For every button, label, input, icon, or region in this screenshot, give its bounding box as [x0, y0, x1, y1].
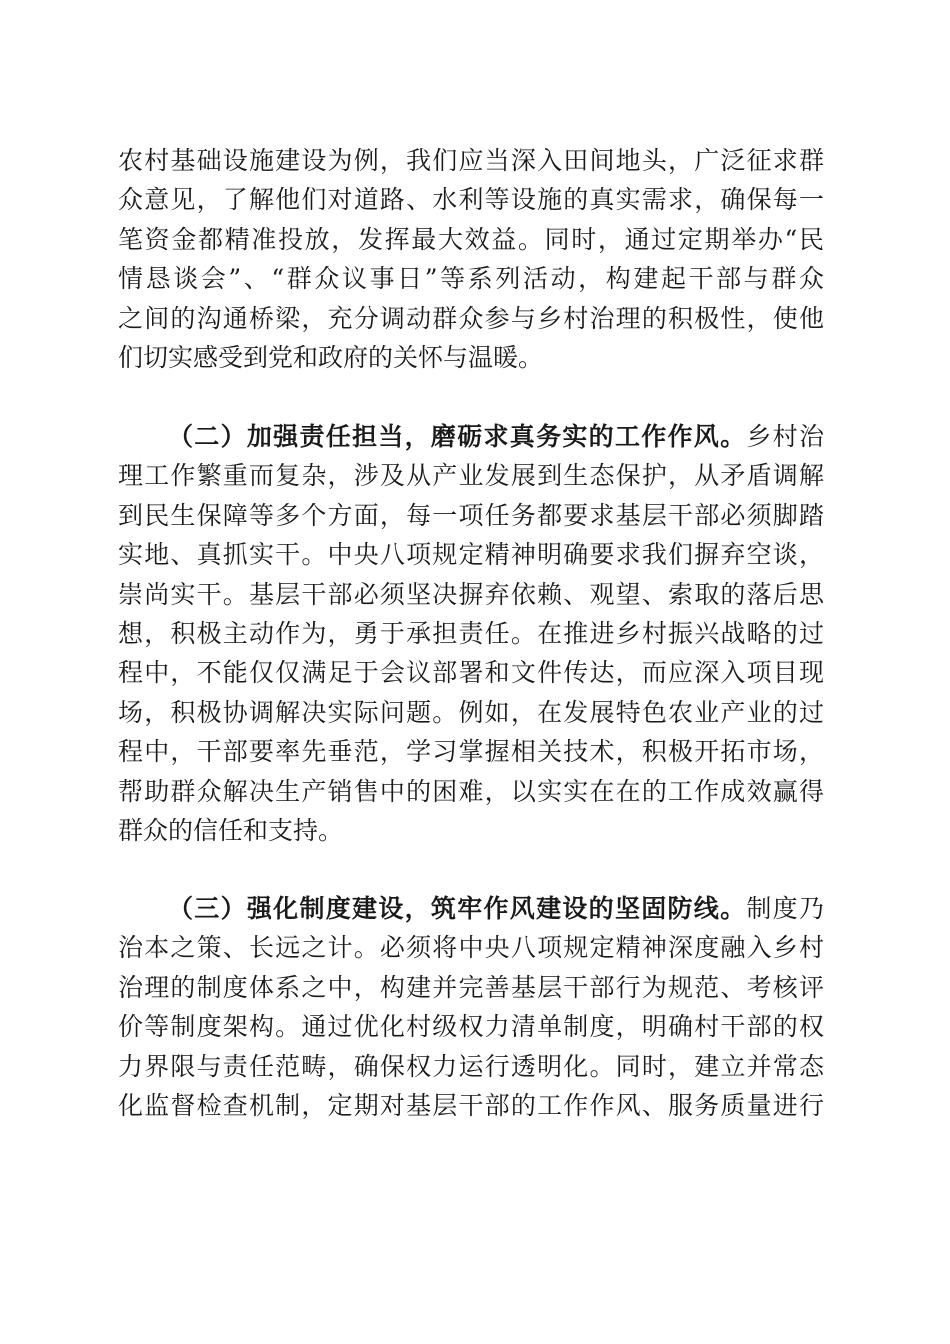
text-line: 化监督检查机制，定期对基层干部的工作作风、服务质量进行 [118, 1090, 824, 1120]
text-line: 崇尚实干。基层干部必须坚决摒弃依赖、观望、索取的落后思 [118, 579, 824, 609]
text-line: 场，积极协调解决实际问题。例如，在发展特色农业产业的过 [118, 697, 824, 727]
text-line: 治本之策、长远之计。必须将中央八项规定精神深度融入乡村 [118, 933, 824, 963]
text-line: 群众的信任和支持。 [118, 815, 344, 845]
text-line: 众意见，了解他们对道路、水利等设施的真实需求，确保每一 [118, 185, 824, 215]
text-line: 们切实感受到党和政府的关怀与温暖。 [118, 342, 544, 372]
text-line: 之间的沟通桥梁，充分调动群众参与乡村治理的积极性，使他 [118, 303, 824, 333]
text-line: 情恳谈会”、“群众议事日”等系列活动，构建起干部与群众 [118, 264, 824, 294]
text-line: 治理的制度体系之中，构建并完善基层干部行为规范、考核评 [118, 972, 824, 1002]
text-line: 理工作繁重而复杂，涉及从产业发展到生态保护，从矛盾调解 [118, 461, 824, 491]
text-fragment: 乡村治 [746, 422, 824, 451]
text-fragment: 制度乃 [746, 894, 824, 923]
text-line: 帮助群众解决生产销售中的困难，以实实在在的工作成效赢得 [118, 776, 824, 806]
text-line: 到民生保障等多个方面，每一项任务都要求基层干部必须脚踏 [118, 500, 824, 530]
text-line: 价等制度架构。通过优化村级权力清单制度，明确村干部的权 [118, 1012, 824, 1042]
paragraph-responsibility [118, 417, 824, 850]
text-line: 力界限与责任范畴，确保权力运行透明化。同时，建立并常态 [118, 1051, 824, 1081]
text-line: 程中，干部要率先垂范，学习掌握相关技术，积极开拓市场， [118, 737, 824, 767]
section-heading-line [118, 889, 824, 928]
section-heading-2: （二）加强责任担当，磨砺求真务实的工作作风。 [168, 422, 747, 451]
section-heading-3: （三）强化制度建设，筑牢作风建设的坚固防线。 [168, 894, 747, 923]
paragraph-institution-building [118, 889, 824, 1125]
section-heading-line [118, 417, 824, 456]
text-line: 笔资金都精准投放，发挥最大效益。同时，通过定期举办“民 [118, 224, 824, 254]
text-line: 程中，不能仅仅满足于会议部署和文件传达，而应深入项目现 [118, 658, 824, 688]
text-line: 想，积极主动作为，勇于承担责任。在推进乡村振兴战略的过 [118, 618, 824, 648]
text-line: 实地、真抓实干。中央八项规定精神明确要求我们摒弃空谈， [118, 540, 824, 570]
text-line: 农村基础设施建设为例，我们应当深入田间地头，广泛征求群 [118, 146, 824, 175]
paragraph-rural-infrastructure [118, 141, 824, 377]
